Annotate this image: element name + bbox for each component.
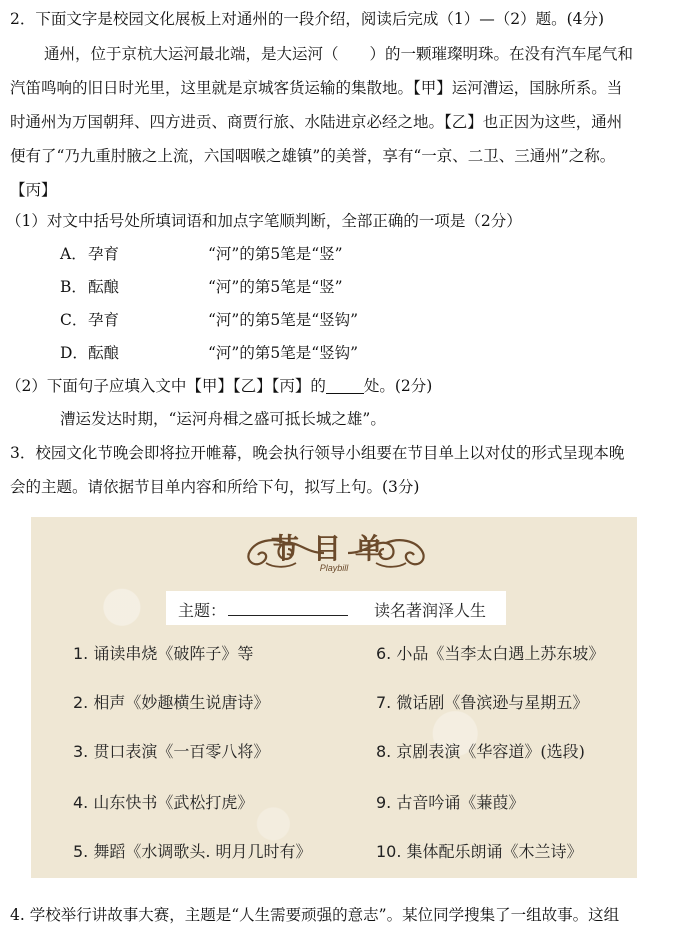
- theme-label: 主题：: [178, 601, 227, 620]
- program-text: 集体配乐朗诵《木兰诗》: [406, 842, 583, 861]
- program-number: 2.: [73, 693, 89, 712]
- program-number: 1.: [73, 644, 89, 663]
- program-number: 3.: [73, 742, 89, 761]
- q4-line-1: 4. 学校举行讲故事大赛，主题是“人生需要顽强的意志”。某位同学搜集了一组故事。这组: [10, 906, 620, 924]
- program-number: 9.: [376, 793, 392, 812]
- q2-passage-line-1: 通州，位于京杭大运河最北端，是大运河（ ）的一颗璀璨明珠。在没有汽车尾气和: [44, 45, 634, 63]
- option-letter: C．: [60, 311, 88, 329]
- program-item: [376, 641, 604, 664]
- option-desc: “河”的第5笔是“竖”: [208, 278, 343, 296]
- q2-passage-line-4: 便有了“乃九重肘腋之上流，六国咽喉之雄镇”的美誉，享有“一京、二卫、三通州”之称。: [10, 147, 616, 165]
- program-text: 舞蹈《水调歌头. 明月几时有》: [93, 842, 312, 861]
- program-item: [376, 839, 583, 862]
- program-number: 4.: [73, 793, 89, 812]
- program-number: 7.: [376, 693, 392, 712]
- option-word: 孕育: [88, 311, 120, 329]
- program-text: 贯口表演《一百零八将》: [93, 742, 270, 761]
- q2-heading: 2．下面文字是校园文化展板上对通州的一段介绍，阅读后完成（1）—（2）题。(4分): [10, 10, 605, 28]
- program-item: [376, 690, 588, 713]
- answer-blank[interactable]: [326, 377, 364, 394]
- program-number: 10.: [376, 842, 402, 861]
- option-letter: B．: [60, 278, 87, 296]
- program-item: [73, 690, 269, 713]
- playbill-title: 节目单: [270, 532, 397, 565]
- q3-line-1: 3．校园文化节晚会即将拉开帷幕，晚会执行领导小组要在节目单上以对仗的形式呈现本晚: [10, 444, 625, 462]
- theme-text: 读名著润泽人生: [374, 601, 487, 620]
- program-text: 京剧表演《华容道》(选段): [396, 742, 585, 761]
- playbill-subtitle: Playbill: [319, 563, 349, 573]
- option-d: [60, 342, 358, 364]
- option-word: 孕育: [88, 245, 120, 263]
- q2-sub2: [6, 375, 432, 397]
- theme-box: [166, 591, 506, 625]
- program-number: 5.: [73, 842, 89, 861]
- program-item: [73, 790, 253, 813]
- program-text: 相声《妙趣横生说唐诗》: [93, 693, 270, 712]
- program-item: [73, 641, 253, 664]
- program-number: 8.: [376, 742, 392, 761]
- option-c: [60, 309, 358, 331]
- program-text: 诵读串烧《破阵子》等: [93, 644, 254, 663]
- q2-passage-line-2: 汽笛鸣响的旧日时光里，这里就是京城客货运输的集散地。【甲】运河漕运，国脉所系。当: [10, 79, 623, 97]
- option-desc: “河”的第5笔是“竖”: [208, 245, 343, 263]
- q2-passage-line-5: 【丙】: [10, 181, 57, 199]
- option-letter: D．: [60, 344, 88, 362]
- program-item: [73, 839, 312, 862]
- program-item: [376, 790, 524, 813]
- q2-sub2-suffix: 处。(2分): [363, 377, 433, 395]
- theme-blank[interactable]: [228, 615, 348, 616]
- q2-sub2-prefix: （2）下面句子应填入文中【甲】【乙】【丙】的: [6, 377, 326, 395]
- option-word: 酝酿: [88, 278, 120, 296]
- program-item: [376, 739, 585, 762]
- option-a: [60, 243, 343, 265]
- program-item: [73, 739, 269, 762]
- program-text: 古音吟诵《蒹葭》: [396, 793, 525, 812]
- playbill: [31, 517, 637, 878]
- program-number: 6.: [376, 644, 392, 663]
- q2-sub1: （1）对文中括号处所填词语和加点字笔顺判断，全部正确的一项是（2分）: [6, 212, 522, 230]
- option-word: 酝酿: [88, 344, 120, 362]
- option-desc: “河”的第5笔是“竖钩”: [208, 311, 359, 329]
- q2-sentence: 漕运发达时期，“运河舟楫之盛可抵长城之雄”。: [60, 410, 386, 428]
- option-letter: A．: [60, 245, 87, 263]
- program-text: 小品《当李太白遇上苏东坡》: [396, 644, 605, 663]
- q3-line-2: 会的主题。请依据节目单内容和所给下句，拟写上句。(3分): [10, 478, 420, 496]
- q2-passage-line-3: 时通州为万国朝拜、四方进贡、商贾行旅、水陆进京必经之地。【乙】也正因为这些，通州: [10, 113, 623, 131]
- option-desc: “河”的第5笔是“竖钩”: [208, 344, 359, 362]
- program-text: 山东快书《武松打虎》: [93, 793, 254, 812]
- option-b: [60, 276, 343, 298]
- program-text: 微话剧《鲁滨逊与星期五》: [396, 693, 589, 712]
